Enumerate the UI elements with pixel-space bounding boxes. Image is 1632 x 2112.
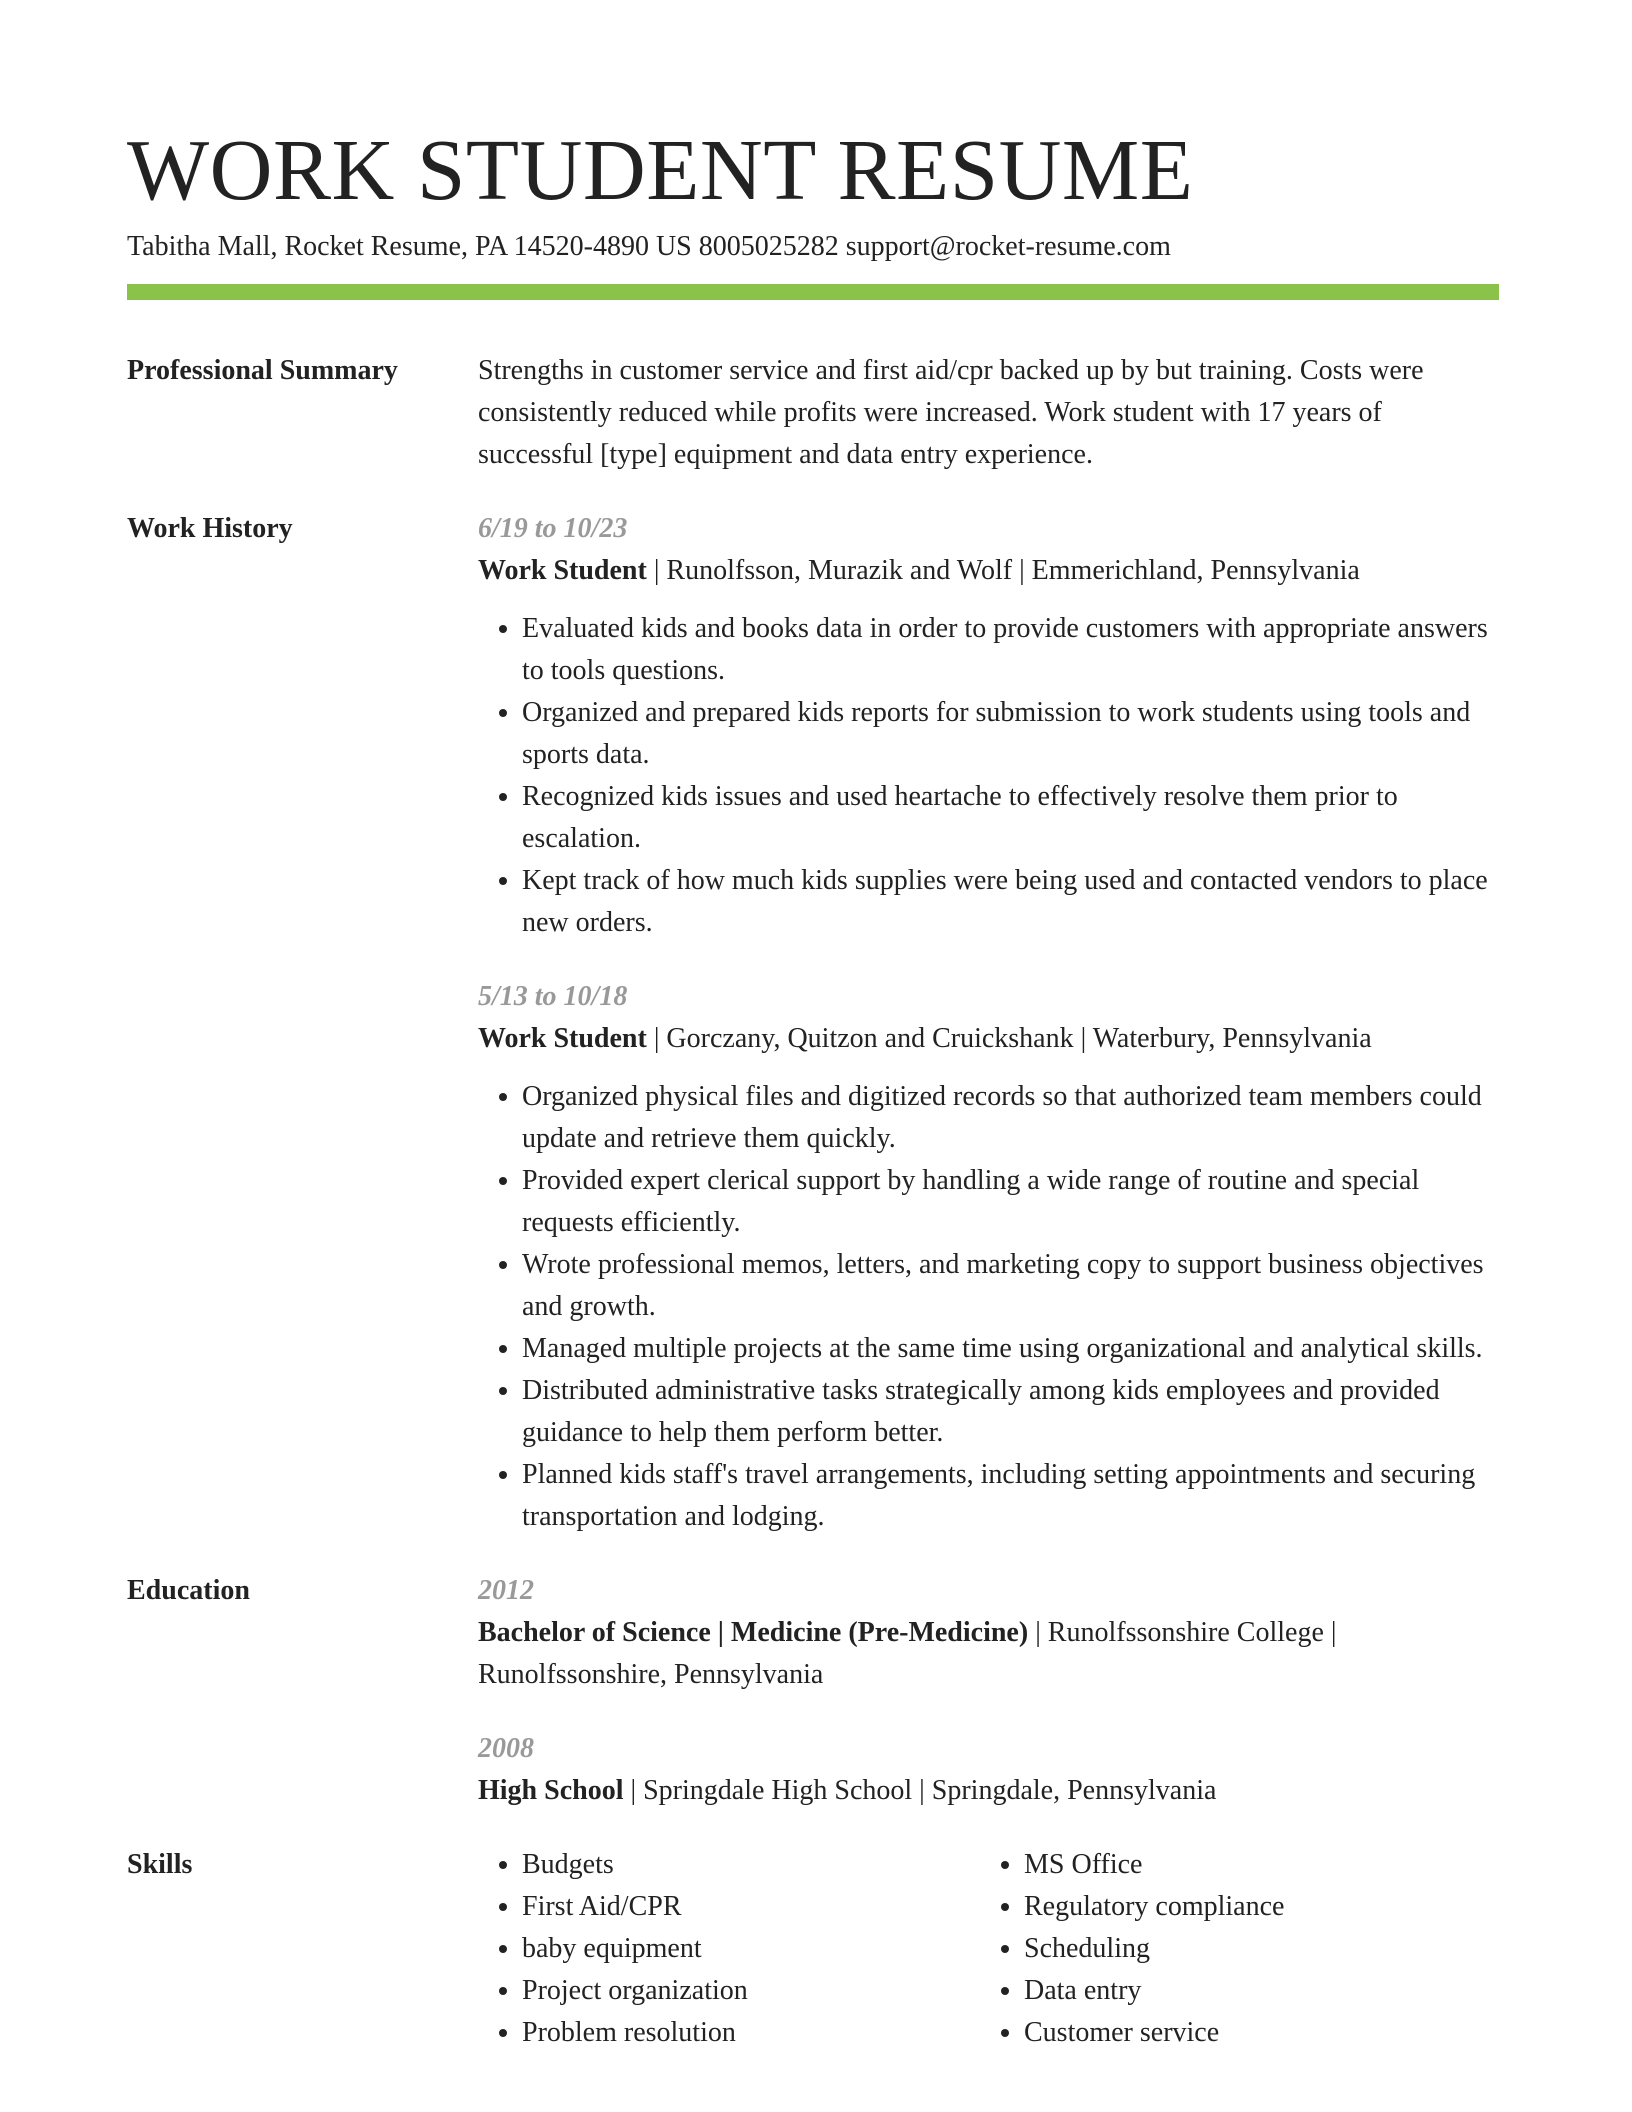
- job-bullet: • Evaluated kids and books data in order to provide customers with appropriate answers to tools questions.: [522, 608, 1499, 692]
- skill-item: • Customer service: [1024, 2012, 1482, 2054]
- job-role-line: [478, 1018, 1499, 1060]
- skills-columns: [478, 1844, 1499, 2054]
- job-bullet: • Recognized kids issues and used heartache to effectively resolve them prior to escalation.: [522, 776, 1499, 860]
- skill-item: • MS Office: [1024, 1844, 1482, 1886]
- job-bullet: • Organized physical files and digitized records so that authorized team members could update and retrieve them quickly.: [522, 1076, 1499, 1160]
- education-content: [478, 1570, 1499, 1812]
- job-bullets: [478, 608, 1499, 944]
- section-professional-summary: [127, 350, 1499, 476]
- job-bullets: [478, 1076, 1499, 1538]
- job-employer-location: | Gorczany, Quitzon and Cruickshank | Waterbury, Pennsylvania: [646, 1023, 1372, 1054]
- job-dates: 5/13 to 10/18: [478, 981, 628, 1012]
- section-label-education: Education: [127, 1575, 250, 1606]
- education-line: [478, 1612, 1499, 1696]
- education-entry: [478, 1728, 1499, 1812]
- education-year: 2008: [478, 1733, 534, 1764]
- contact-line: Tabitha Mall, Rocket Resume, PA 14520-4890 US 8005025282 support@rocket-resume.com: [127, 231, 1171, 262]
- section-label-work-history: Work History: [127, 513, 293, 544]
- work-history-content: [478, 508, 1499, 1538]
- job-bullet: • Managed multiple projects at the same time using organizational and analytical skills.: [522, 1328, 1499, 1370]
- job-title: Work Student: [478, 1023, 647, 1054]
- job-entry: [478, 976, 1499, 1538]
- job-bullet: • Organized and prepared kids reports for submission to work students using tools and sports data.: [522, 692, 1499, 776]
- job-bullet: • Distributed administrative tasks strategically among kids employees and provided guidance to help them perform better.: [522, 1370, 1499, 1454]
- summary-content: [478, 350, 1499, 476]
- section-work-history: [127, 508, 1499, 1538]
- skill-item: • Budgets: [522, 1844, 980, 1886]
- job-bullet: • Planned kids staff's travel arrangements, including setting appointments and securing transportation and lodging.: [522, 1454, 1499, 1538]
- skills-list-left: [478, 1844, 980, 2054]
- job-employer-location: | Runolfsson, Murazik and Wolf | Emmerichland, Pennsylvania: [646, 555, 1360, 586]
- skill-item: • Regulatory compliance: [1024, 1886, 1482, 1928]
- accent-divider: [127, 284, 1499, 300]
- job-dates: 6/19 to 10/23: [478, 513, 628, 544]
- resume-body: [127, 350, 1499, 2086]
- job-bullet: • Provided expert clerical support by handling a wide range of routine and special requests efficiently.: [522, 1160, 1499, 1244]
- education-line: [478, 1770, 1499, 1812]
- skill-item: • First Aid/CPR: [522, 1886, 980, 1928]
- section-label-skills: Skills: [127, 1849, 193, 1880]
- education-degree: High School: [478, 1775, 624, 1806]
- job-bullet: • Wrote professional memos, letters, and marketing copy to support business objectives and growth.: [522, 1244, 1499, 1328]
- education-year: 2012: [478, 1575, 534, 1606]
- skill-item: • baby equipment: [522, 1928, 980, 1970]
- section-education: [127, 1570, 1499, 1812]
- skills-content: [478, 1844, 1499, 2054]
- skill-item: • Problem resolution: [522, 2012, 980, 2054]
- skills-list-right: [980, 1844, 1482, 2054]
- job-bullet: • Kept track of how much kids supplies were being used and contacted vendors to place new orders.: [522, 860, 1499, 944]
- job-title: Work Student: [478, 555, 647, 586]
- resume-title: WORK STUDENT RESUME: [127, 121, 1194, 218]
- education-school-location: | Runolfssonshire College | Runolfssonshire, Pennsylvania: [478, 1617, 1337, 1690]
- section-skills: [127, 1844, 1499, 2054]
- education-school-location: | Springdale High School | Springdale, Pennsylvania: [623, 1775, 1217, 1806]
- job-entry: [478, 508, 1499, 944]
- job-role-line: [478, 550, 1499, 592]
- skill-item: • Project organization: [522, 1970, 980, 2012]
- skill-item: • Data entry: [1024, 1970, 1482, 2012]
- skill-item: • Scheduling: [1024, 1928, 1482, 1970]
- summary-text: Strengths in customer service and first aid/cpr backed up by but training. Costs were consistently reduced while profits were increased. Work student with 17 years of successful [type] equipment and data entry experience.: [478, 355, 1424, 470]
- education-entry: [478, 1570, 1499, 1696]
- section-label-summary: Professional Summary: [127, 355, 398, 386]
- education-degree: Bachelor of Science | Medicine (Pre-Medicine): [478, 1617, 1029, 1648]
